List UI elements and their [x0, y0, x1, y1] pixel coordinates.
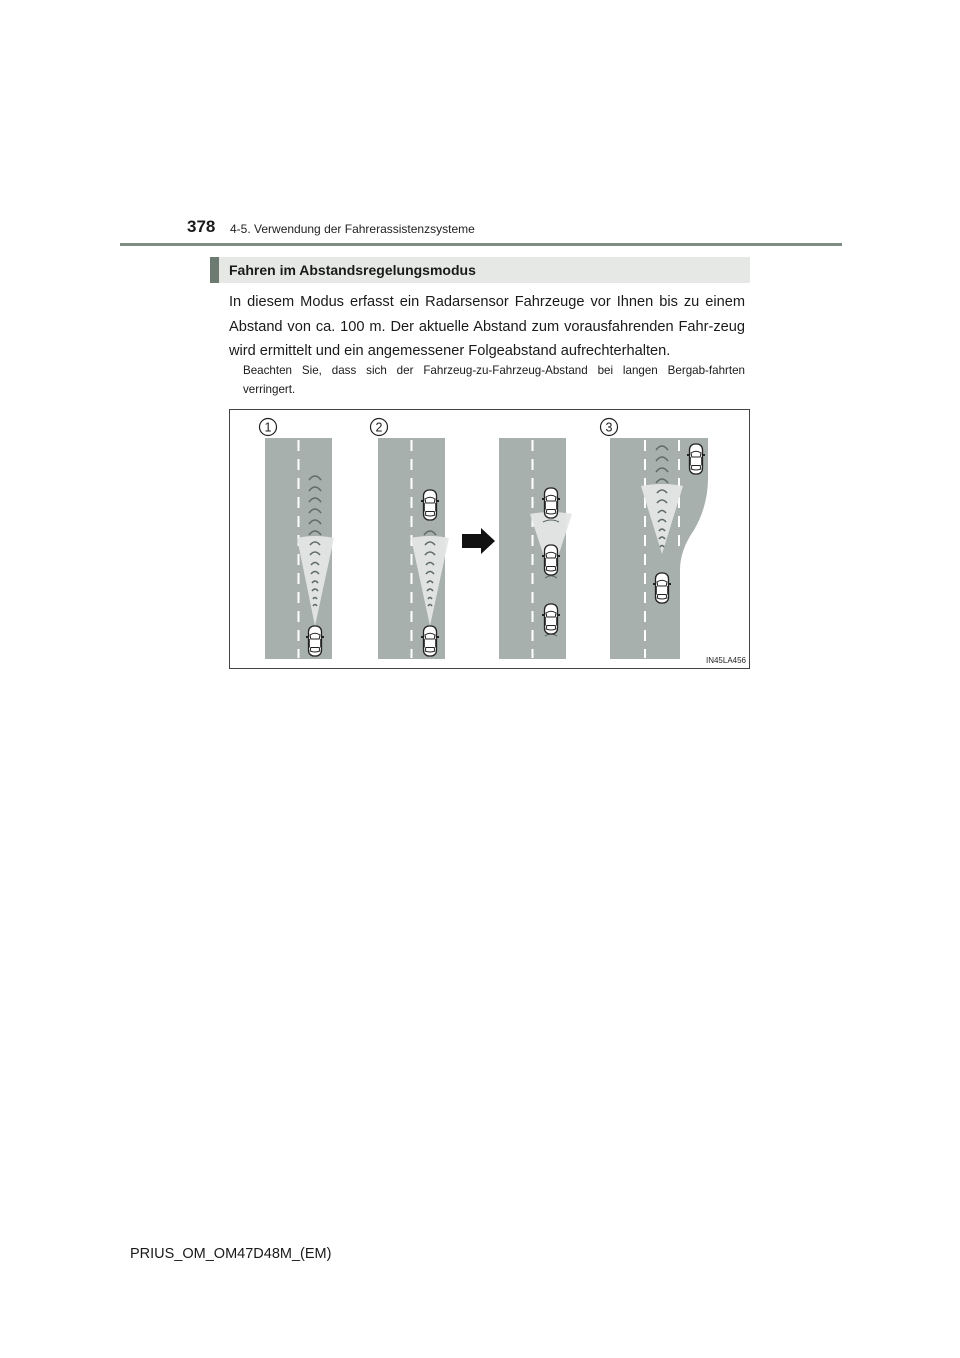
preceding-vehicle	[542, 488, 560, 518]
road-scene-2-result	[499, 438, 572, 659]
callout-3	[601, 419, 618, 436]
road-scene-2	[378, 438, 449, 659]
own-vehicle	[653, 573, 671, 603]
figure-code: IN45LA456	[705, 656, 746, 665]
own-vehicle	[421, 626, 439, 656]
page-number: 378	[187, 217, 216, 236]
preceding-vehicle	[687, 444, 705, 474]
road-scene-3	[610, 438, 708, 659]
svg-text:1: 1	[264, 420, 272, 435]
right-arrow-icon	[462, 528, 495, 554]
own-vehicle	[542, 545, 560, 575]
figure-illustration	[229, 409, 750, 669]
own-vehicle	[306, 626, 324, 656]
callout-2	[371, 419, 388, 436]
footer-doc-id: PRIUS_OM_OM47D48M_(EM)	[130, 1246, 332, 1262]
body-paragraph: In diesem Modus erfasst ein Radarsensor Fahrzeuge vor Ihnen bis zu einem Abstand von ca. 100 m. Der aktuelle Abstand zum vorausfahrenden Fahr-zeug wird ermittelt und ein angemessener Folgeabstand aufrechterhalten.	[229, 294, 745, 359]
callout-1	[260, 419, 277, 436]
svg-text:3: 3	[605, 420, 613, 435]
section-heading: Fahren im Abstandsregelungsmodus	[210, 257, 750, 283]
note-paragraph: Beachten Sie, dass sich der Fahrzeug-zu-Fahrzeug-Abstand bei langen Bergab-fahrten verringert.	[243, 364, 745, 396]
svg-text:2: 2	[375, 420, 383, 435]
chapter-title: 4-5. Verwendung der Fahrerassistenzsysteme	[230, 222, 475, 236]
following-vehicle	[542, 604, 560, 634]
preceding-vehicle	[421, 490, 439, 520]
header-rule	[120, 243, 842, 246]
road-scene-1	[265, 438, 334, 659]
